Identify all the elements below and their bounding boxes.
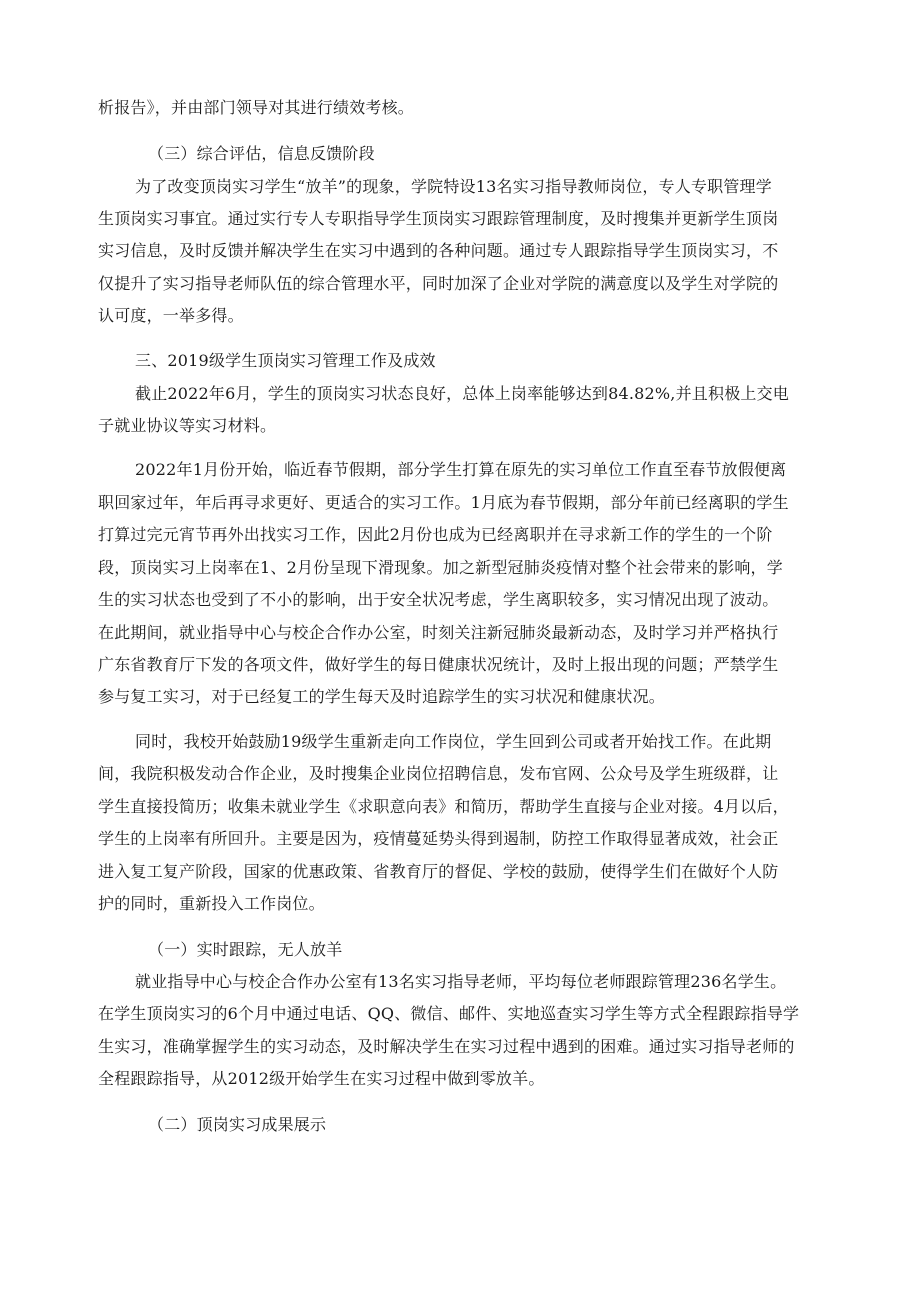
paragraph-line: 生实习，准确掌握学生的实习动态，及时解决学生在实习过程中遇到的困难。通过实习指导老师的 (98, 1037, 795, 1056)
paragraph-line: 参与复工实习，对于已经复工的学生每天及时追踪学生的实习状况和健康状况。 (98, 687, 666, 706)
paragraph-line: 全程跟踪指导，从2012级开始学生在实习过程中做到零放羊。 (98, 1069, 545, 1088)
paragraph-line: 为了改变顶岗实习学生“放羊”的现象，学院特设13名实习指导教师岗位，专人专职管理学 (135, 177, 772, 196)
paragraph-line: 学生的上岗率有所回升。主要是因为，疫情蔓延势头得到遏制，防控工作取得显著成效，社会正 (98, 829, 779, 848)
paragraph-line: 护的同时，重新投入工作岗位。 (98, 894, 325, 913)
paragraph-line: 学生直接投简历；收集未就业学生《求职意向表》和简历，帮助学生直接与企业对接。4月以后， (98, 797, 789, 816)
section-heading: 三、2019级学生顶岗实习管理工作及成效 (135, 351, 436, 370)
paragraph-line: 子就业协议等实习材料。 (98, 416, 277, 435)
paragraph-line: 间，我院积极发动合作企业，及时搜集企业岗位招聘信息，发布官网、公众号及学生班级群，让 (98, 764, 779, 783)
paragraph-line: 生顶岗实习事宜。通过实行专人专职指导学生顶岗实习跟踪管理制度，及时搜集并更新学生顶岗 (98, 209, 779, 228)
paragraph-line: 进入复工复产阶段，国家的优惠政策、省教育厅的督促、学校的鼓励，使得学生们在做好个人防 (98, 862, 779, 881)
text-line: 析报告》，并由部门领导对其进行绩效考核。 (98, 98, 415, 117)
paragraph-line: 截止2022年6月，学生的顶岗实习状态良好，总体上岗率能够达到84.82%,并且积极上交电 (135, 384, 789, 403)
paragraph-line: 职回家过年，年后再寻求更好、更适合的实习工作。1月底为春节假期，部分年前已经离职的学生 (98, 493, 789, 512)
paragraph-line: 实习信息，及时反馈并解决学生在实习中遇到的各种问题。通过专人跟踪指导学生顶岗实习，不 (98, 241, 779, 260)
paragraph-line: 2022年1月份开始，临近春节假期，部分学生打算在原先的实习单位工作直至春节放假便离 (135, 460, 787, 479)
paragraph-line: 仅提升了实习指导老师队伍的综合管理水平，同时加深了企业对学院的满意度以及学生对学院的 (98, 274, 779, 293)
section-heading: （二）顶岗实习成果展示 (148, 1115, 327, 1134)
paragraph-line: 同时，我校开始鼓励19级学生重新走向工作岗位，学生回到公司或者开始找工作。在此期 (135, 732, 772, 751)
paragraph-line: 就业指导中心与校企合作办公室有13名实习指导老师，平均每位老师跟踪管理236名学生。 (135, 972, 787, 991)
paragraph-line: 生的实习状态也受到了不小的影响，出于安全状况考虑，学生离职较多，实习情况出现了波动。 (98, 590, 779, 609)
paragraph-line: 广东省教育厅下发的各项文件，做好学生的每日健康状况统计，及时上报出现的问题；严禁学生 (98, 655, 779, 674)
paragraph-line: 在学生顶岗实习的6个月中通过电话、QQ、微信、邮件、实地巡查实习学生等方式全程跟踪指导学 (98, 1004, 800, 1023)
section-heading: （一）实时跟踪，无人放羊 (148, 940, 343, 959)
paragraph-line: 段，顶岗实习上岗率在1、2月份呈现下滑现象。加之新型冠肺炎疫情对整个社会带来的影响，学 (98, 558, 783, 577)
paragraph-line: 认可度，一举多得。 (98, 306, 244, 325)
paragraph-line: 在此期间，就业指导中心与校企合作办公室，时刻关注新冠肺炎最新动态，及时学习并严格执行 (98, 623, 779, 642)
paragraph-line: 打算过完元宵节再外出找实习工作，因此2月份也成为已经离职并在寻求新工作的学生的一个阶 (98, 525, 773, 544)
section-heading: （三）综合评估，信息反馈阶段 (148, 144, 375, 163)
